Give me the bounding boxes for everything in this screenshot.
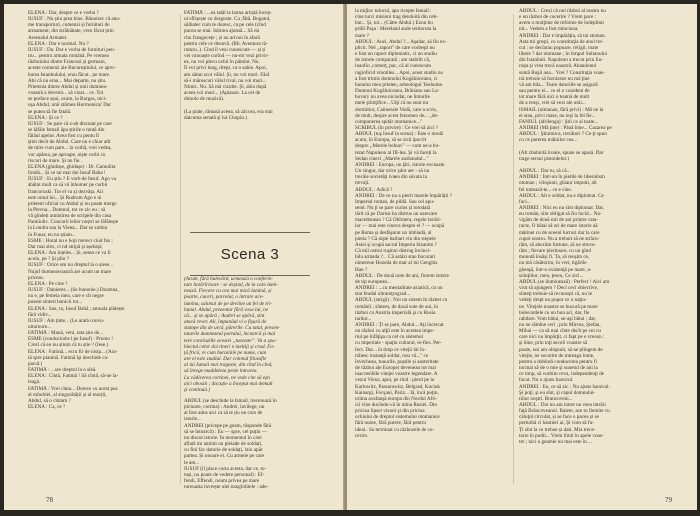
text-line: eu român, sînt obligat să fiu lucid... Na- [519,211,602,218]
text-line: priceas. [28,274,44,281]
text-line: a fost trimis domnului Kogălniceanu, ci [355,75,438,82]
text-line: Îl voi privi lung, drept, ca o sabie. Apoi, [184,65,267,72]
text-line: ELENA : Fatimă... ecru fir de nisip... (Ara- [28,348,118,355]
text-line: Că mii ostroi ruşinui distrug învinci- [355,248,431,255]
text-line: războiului dintre Francezi și germani, [28,59,106,66]
stage-direction-line: taturile dumnezeul portului, încearcă și mai [184,331,276,338]
text-line: Kainargi, Focşani, Pariz... Iă, încă puţin, [355,389,439,396]
text-line: ropa şi vrea trecă noastră. Abandonul [519,63,597,70]
text-line: chu frangucețe ; și nu ad noi în afară [184,34,260,41]
text-line: Asiei şi scupă sacrul Imperiu bizantin ? [355,241,437,248]
text-line: ESME : Hotal nu e boți mereci ciud fus ; [28,237,113,244]
text-line: hunului meu prieten, arheologul Teohome. [355,81,444,88]
text-line: acum, în Europa, să se zică ipocrit [355,137,427,144]
text-line: pacul.) [28,360,43,367]
text-line: riscuri de mare. Și nu fie.. [28,157,82,164]
text-line: hovary nu avea niciodat, ne limurile [355,94,430,101]
text-line: trevaji. [355,180,370,187]
text-line: acolo, pe ? Și plin ? [28,256,69,263]
text-line: fel tratează-te... ce e cine. [519,186,572,193]
text-line: ESME (conducindu-l pe Iusuf) : Prunto ! [28,336,114,343]
text-line: ANDREI : Într-un în pietile de liberalism [519,174,605,181]
text-line: se preface așui, ocam, la Burgas, nici- [28,96,107,103]
text-line: racte, O bătai să ori de mare istorie aă [519,223,598,230]
right-column-divider [513,14,514,484]
text-line: urima avafanşă europa din Nordul Afri- [355,395,438,402]
text-line: ABDUL : Auzi, Abdul ?... Aşadar, să fiu ex- [355,38,447,45]
text-line: ABDUL : Dar nu am intret nu ceea intrări [519,402,606,408]
text-line: nituroure... [28,323,51,330]
text-line: (La piate, rămasă aceea, să zăccea, era mai [184,108,273,115]
text-line: bulevardele cu un bun aci, dar, fie [519,309,590,316]
text-line: ISMAIL (ulmanan, fără privi) : Mă ne la [519,106,604,113]
text-line: vrut să ajungem ? Deci ceci obiective, [519,285,599,292]
text-line: ABDUL : Alt e soldat, nu e diplomat. Ce [519,192,604,199]
text-line: bila armada ?... Că astăzi stau bucurari [355,254,436,261]
text-line: război cu Austria imperială şi cu Rusia [355,309,436,316]
text-line: ABDUL : Crezi că noi răzbui al nostru nu [519,8,606,14]
text-line: lor — mai este cineva despre el ? — ocupă [355,223,445,230]
text-line: ea, nu voi plecu ochii în pămînt. Nu. [184,59,260,66]
stage-direction-line: să înrege maddeleza peste intrarea. [184,368,258,375]
text-line: leagă. [28,379,41,386]
text-line: cu ce puterea mâinilor cea... [519,137,578,144]
text-line: voastră a devenit... să vizat... ce. Tot [28,90,104,97]
text-line: francoruski. Tot el va și dezvăța. Aii [28,188,104,195]
text-line: nu e, pe femeia mea, care e cît negre [28,293,104,300]
text-line: FATIMĂ : Mană, veni, tata știe de... [28,330,103,337]
scene-title: Scena 3 [220,245,280,263]
text-line: ABDUL : Dar tu, să că... [519,168,571,175]
stage-direction-line: tare hotărîrioare : se deștiul, de la care lumi- [184,282,279,289]
text-line: monută însăşi fi. Ta, să reuşim ce, [519,254,590,261]
text-line: picioare, cortina) : Andrei, lavilege, nu [184,404,265,411]
text-line: sau pentru ei... ce el o coardeni de [519,88,590,95]
text-line: ELENA (ghidușe, ghidușe) : Dr. Gamulita [28,163,116,170]
text-line: Mihai — ca să mai cînte decît pe cei cu [519,328,601,335]
text-line: vor apărea, pe aproape, niște corbi cu [28,151,106,158]
text-line: barea Istanbulului, erau făcut.. pe mare. [28,71,111,78]
text-line: cu imperiale - spaţiu cultural, re-fies. Per- [355,340,442,347]
text-line: ELENA : Ca, ce ? [28,404,66,410]
text-line: cupol nostru. Nu a trebuit să ne străcu- [519,235,600,242]
text-line: istorie... [184,416,201,423]
text-line: de război ale Europei deveneau tot mai [355,365,436,372]
left-page [4,4,345,510]
text-line: Şi poţi, şi eu sînt, şi capul domnului- [519,389,596,396]
text-line: IUSUF : Am ținte... (Le arată convu- [28,317,105,324]
text-line: tot mare fără nici o teamă de mult [519,94,590,101]
text-line: tărit că pe Darius ba distrus un oarecare [355,211,438,218]
text-line: să se întoarcă) : Eu — spre, cel puțin — [184,428,267,435]
text-line: tureuasta învrește ulei nanglolitele : ade- [184,484,269,491]
text-line: fondă... Și ce tai mai doi Iusuf Baba ! [28,170,106,177]
text-line: libere ? dar otomane ; în timpul Sultanului [519,51,608,58]
text-line: tă spre pianină. Fatimă își deschide ca- [28,354,109,361]
right-page-column-1 [355,8,507,496]
text-line: ruturu..). Cînd îl vezi cunoscute — și ți [184,46,266,53]
stage-direction-line: al lui Ismail mai trageste, din cînd în cînd, [184,362,273,369]
text-line: la Londra sau la Viena... Dar se zobita [28,225,108,232]
text-line: torie în podii... Vrem lîmit în apele voas- [519,432,604,439]
text-line: ANDREI : De ce nu a pierit marele împărăţii ? [355,192,452,199]
text-line: al mîndriei, al singurătății și al morții, [28,391,107,398]
text-line: nu discut istorie. În momentul în care [184,434,262,441]
text-line: (Alt zbuhnită ironie, spune se apasă. Dar [519,149,604,156]
text-line: este omul lui... Și Rudrum Ago e ni [28,194,102,201]
text-line: ce timp, să vorbim ceva, independenţi de [519,371,604,378]
text-line: trăiesc instanță soldat, nou vă..." ce [355,352,429,359]
text-line: FANIUL (afrilenga) : Ştii ce ai toate... [519,118,599,125]
left-page-column-1 [28,10,176,490]
text-line: stat feudal ultrareţrograd... [355,291,411,298]
text-line: SCRIBUL (în privire) : Ce vrei să zici ? [355,124,438,131]
text-line: ELENA : Dar, despre ce e vorba ? [28,10,99,16]
text-line: ELENA : Cîntă, Fatimă ! Să cîntă, să-ne la- [28,373,119,380]
text-line: ANDREI : Eu, ce să zic : Nu ajuns harsical. [519,383,610,390]
text-line: ochiului de dreptul sistemului otomanice [355,414,440,421]
text-line: tarilor... [355,315,372,322]
right-page [347,4,697,510]
text-line: poate, noi am obişnuit, să ne plîngem de [519,346,603,353]
text-line: de mire cum pare... la vorbă, vrei vedea, [28,145,112,152]
stage-direction-line: are el este studiul. Dar colonul filosofie [184,356,267,363]
text-line: partea. Și onoare ei. Cu armele pe care [184,453,265,460]
text-line: dimolo de muzică). [184,96,225,103]
text-line: ELENA : Am înțeles... Și, semn ce va fi [28,250,111,257]
text-line: ABDUL (strigă) : Noi un sistem în răzbei cu [355,297,448,304]
text-line: facut. Nu o ajuns harsicul. [519,377,574,384]
stage-direction-line: tere concluzille acestei „tuoteste”. Va a spu- [184,337,277,344]
text-line: tezat Napoleon al III-lea. Şi vă faceți la [355,149,437,156]
text-line: ANDREI (pricepe pe geam, răspunde fără [184,422,272,429]
text-line: în Funar, eu nu știam... [28,231,76,238]
text-line: riul pe înfăţişa ca cel cu sistemul [355,334,423,341]
text-line: de tip european... [355,278,391,285]
text-line: vă gîndeți amintirea de scripele din casa [28,213,112,220]
text-line: cine turci misioni trag dendoită din ceb- [355,14,438,21]
text-line: otoman ; viloşiuni, ghiaur impuiti, alt [519,180,597,187]
text-line: Asta mi greşti, cu constituţia de anul tre- [519,38,604,45]
text-line: Abi că nu erau... Mai departe, nu știu. [28,77,107,84]
stage-direction-line: stampe din de urcă, părerile. Cu tatul, presen- [184,325,280,332]
text-line: compunerea spităr otomanice..." [355,118,423,125]
stage-direction-line: aici obositi ; discuție a început mai demult [184,380,273,387]
text-line: pusem sinteri bunicii tot... [28,299,83,306]
text-line: trecăie societăţi ivaea din săvata la [355,174,427,181]
text-line: ANDREI : Nici eu nu sînt diplomat. Dar, [519,205,605,211]
text-line: e un război de cucerire ? Vrem pace : [519,14,597,21]
text-line: inaufio ,comerţ, pac, că al cunoscum [355,63,432,70]
text-line: fără vidiv... [28,311,52,318]
text-line: ABDUL (se iluminează) : Perfect ! Aici am [519,278,610,285]
text-line: fendi, Effendi, noum privea pe mare [184,478,260,485]
text-line: inaccesibile vitejei voastre legendare. A [355,371,438,378]
text-line: Crezi că eu nu știum că tu știe ? (Iese.) [28,342,109,349]
text-line: sînteţi trebuie să recunoşti că, nu le [519,291,593,298]
page-number-left: 78 [46,496,53,504]
scene-heading [190,232,310,276]
text-line: aceste comenzi ale Bucureștiului, ce apro- [28,65,116,72]
text-line: Dar mai slex, ci nd stripă și așebași; [28,243,103,250]
stage-direction [184,276,336,394]
text-line: ANDREI : ...cu mentalitate asiatică, cu un [355,285,443,292]
stage-direction-line: biectul celor doi tineri e ineltiji și crud. Fa- [184,343,275,350]
text-line: căluţul circulat, și se face o pacea și se [519,414,599,421]
text-line: ELENA : Sau, tu, Iusuf Babă ; amoala plătește [28,305,125,312]
text-line: Arsenalul Armatei. [28,34,68,41]
text-line: ABDUL : Ştiuimica, trecători ? Ce-ţi spun [519,131,607,138]
text-line: ABDUL : Adică ? [355,186,393,193]
stage-direction-line: și continuă.) [184,386,210,393]
text-line: vitejie, ne socotim de intreaga lume, [519,352,595,359]
text-line: suntă Ruşii aua... Vrei ? Constituţia voas- [519,69,605,76]
text-line: la Plevna... Domnul, tot ce zic eu : să [28,207,106,213]
text-line: mătinet cu de aceeni lucruri dar la care [519,229,600,236]
text-line: aflată mi aminti un pleiade de soldați, [184,441,263,448]
text-line: tru... pentru armata română. Pe vremea [28,53,109,60]
text-line: trage sersul pistoidelor.) [519,155,569,162]
text-line: Nimic. Nu. Să mă vizuite. Și, abia după [184,83,267,90]
text-line: ei stau, privi mase, nu ieşi la fel fie... [519,112,596,119]
text-line: ABDUL : De două note de ani, fiorem istorie [355,272,449,279]
text-line: un război cu alţii este în acestea impe- [355,328,435,335]
text-line: ANDREI (Mă ţine) : Până bine... Cazarea pe [519,124,612,131]
text-line: învecheau, tunurile, puștile și austeritate [355,358,439,365]
text-line: de mult, despre acest fenomen de... ,,de- [355,112,439,119]
text-line: Abdul, să o cîntam ? [28,397,71,404]
text-line: vedeţi drept un popor ce o naţiu- [519,297,587,304]
text-line: Sedan cineci ,,Marele auzbandul..." [355,155,429,162]
text-line: ragioficid vinotiles... Apoi, acest studiu nu [355,69,444,76]
text-line: prilli Paşa : Mereland ande teritoruta la [355,26,437,33]
text-line: prietenl oficial cu Abdul și nu poate merge [28,200,117,207]
text-line: am sămn scoi vălul. Și, nu voi muri. Fără [184,71,270,78]
text-line: ANDREI : Europa, uo ţări, istorie excusate. [355,161,446,168]
text-line: e fost un raport diplomatic, ci un studiu [355,51,437,58]
text-line: ANDREI : Dar e împărăţia, să tai stoman. [519,32,606,39]
text-line: gheaşă, într-o existenţă pe mare, a- [519,266,592,273]
text-line: Prietenia dintre Abdul și unii dumnea- [28,83,108,90]
text-line: românii ; sîntem, de două sute de ani, în [355,303,438,310]
text-line: vigăm de două mii de ani printre cata- [519,217,599,224]
text-line: cu fini fac datorie de soldați, laiu apăr [184,447,263,454]
stage-direction-line: că... și se apără ; Audrei se apără, sînt [184,312,265,319]
text-line: ELENA : Și ce ? [28,114,63,121]
text-line: pentru a dobîndi conducerea pentru fi [519,358,597,365]
text-line: din Istanbuli. Napoleon a trecut prin Eu- [519,57,603,64]
text-line: fără nume, fără putere, fără pentru [355,420,426,427]
text-line: IUSUF : Nu știu prea bine. Bănuiesc că anu- [28,16,121,23]
text-line: me transporturi, comenzi și furnituri de [28,22,110,29]
text-line: la mijloc tulucul, apo ricepte Ismail : [355,8,432,14]
text-line: Ți sînt la ce trebue și dati. Mia trece- [519,426,596,433]
text-line: FATIMĂ : ...sre dreptul la o sleă. [28,367,97,374]
stage-direction-line: lumina, salonul de pe deviine un fel de tri- [184,300,273,307]
text-line: despre ,,Marele bolnav" — cum ne-a bu- [355,143,440,150]
left-column-divider [180,14,181,484]
text-line: fătăul apelor. Avea fost cu pentu fi [28,133,100,140]
text-line: vezut Viena, apoi, pe rînd : pierd pe la [355,377,435,384]
stage-direction-line: bunal. Abdul, prezentar fără vosa lui, ne [184,306,269,313]
text-line: pacea se mai. Iubirea ajunsă... Să mi [184,28,260,35]
text-line: tră trebuie să furnizeze nu mă ţine [519,75,590,82]
text-line: faţă Brâncoveanul. Baiete, ace tu fiemite cu [519,408,610,415]
text-line: cii vine ducîndu-vă în mîna Rusiei. Din [355,402,437,408]
page-number-right: 79 [665,496,672,504]
text-line: aceea voi muri... (Aplauze. La cel de [184,90,261,97]
stage-direction-line: poarte, cuceri, parcelat, o intrare ace- [184,294,264,301]
left-page-column-2-bottom [184,398,336,494]
text-line: cut : se declarau popoare, religii, toate [519,44,599,51]
text-line: IUSUF : Orice om nu dreptul la o șiese... [28,262,114,269]
text-line: macedonean ? Că Obîrnera, regele lavări- [355,217,442,224]
text-line: mele ştiinţifice... Uiţi că nu sunt nu [355,100,429,107]
text-line: sălbatec cum te doresc, ca pe cele (cînd [184,22,266,29]
text-line: FATIMĂ : ...ea tatăl ta barna artiștă încep- [184,10,272,16]
text-line: ai fost adus aici ca să te țiu un curs de [184,410,263,417]
stage-direction-line: (Acum, fără bulevărd, urmează o conferin- [184,276,273,282]
text-line: nu ne rămîne ceri ; prin Mircea, Ştefan, [519,321,601,328]
text-line: dormitior, Caiinerale Vodă, care a scris, [355,106,437,113]
left-page-column-2-top [184,10,336,122]
text-line: se lăfăie Ismail ăpa știrile o tuntă din [28,126,105,133]
text-line: Imperial roman, de pildă. Sau cel apu- [355,198,435,205]
text-line: care nici nu împărţit, ci fapt pe e vreosu : [519,334,605,341]
text-line: Un singur, dar orice şdor aer - să nu [355,168,430,175]
text-line: ușa Abdul, unii stărnea Hormonica! Dar [28,102,111,109]
text-line: răm, să abocăm furtune, să ne strecu- [519,241,597,248]
text-line: se putea să fie fatală. [28,108,72,115]
text-line: ABDUL (tuş Iusuf la scena) : Este o modă [355,131,443,138]
text-line: nit... Vedem a fost minciuna. [519,26,579,33]
text-line: avem o mulţime de reforme de îndeplinit [519,20,604,27]
text-line: să-i mărescuri vălul rival, nu voi muri... [184,77,267,84]
text-line: bur... Și, tor... (Către Abdul.) Ezon bu [355,20,433,27]
text-line: pricina lipsei vizoni şi din pricina [355,408,425,415]
text-line: IUSUF (îl place curta acesta, dar ce, to- [184,465,267,472]
text-line: plicit. Nel ,,raport" de care vorbeşti nu [355,44,435,51]
text-line: le am... [184,459,200,466]
text-line: ABDUL (se deschide la Ismail, trecerează în [184,398,277,404]
text-line: ne. Vitejele noastre se bucură pe mare [519,303,598,310]
text-line: nu mă căsătorim, în vrei, tigările [519,260,587,267]
text-line: vei cunoaște curînd — nu-mi vezi privir- [184,53,269,60]
text-line: rabdare. Vom bătui, se-aşi bătui ; dar, [519,315,597,322]
text-line: ul sfîrșește cu dragoste. Ca ,fătă. Bogatul, [184,16,271,23]
text-line: de a reuşi, vrei să vezi ale unii... [519,100,586,107]
text-line: IUSUF : Se pare că s-ah discutat pe care [28,120,112,127]
text-line: fect. Dar... în timp ce vitejii tăi în- [355,346,426,353]
text-line: ANDREI : Ţi se pare, Abdul... Aţi încercat [355,321,444,328]
text-line: de istorie comparată ; am stabilit că, [355,57,431,64]
text-line: IUSUF : Eu știu ? E vorb de Iusuf. Ago va [28,176,117,183]
text-line: pietia ? Că nişte barbari vin din stepele [355,235,436,242]
stage-direction-line: nează. Fiecare cu cea mai mică lumină, și [184,288,272,295]
stage-direction-line: La vădicerea cortinei, ne vede cite să ești [184,374,270,381]
text-line: nimereue Hozeda de mar al lui Genghis [355,260,438,267]
text-line: ideal.. Sa terminat cu războzele de cu- [355,426,435,433]
text-line: Karlowitz, Passarowitz, Belgrad, Kuciuk [355,383,440,390]
text-line: Han ? [355,266,368,273]
text-line: răm ; fiecare pieritoare, cu un gînd [519,248,591,255]
text-line: soluţiilor, meu, ţeseu, Ce zici... [519,272,584,279]
text-line: IUSUF : Da. Dar e vorba de furnituri pen- [28,46,116,53]
text-line: şi bine, prin toţi secoli voastre să [519,340,588,347]
text-line: știm decît de Abdul. Care nu e chiar atît [28,139,111,146]
text-line: Pamiiulic. Concurii leilor noștri se lăfăiește [28,219,119,226]
text-line: mare ? [355,32,369,39]
text-line: IUSUF : Danieres... (Se bunonie.) Doamna, [28,287,119,294]
text-line: armament, din străinătate, vreo făcut prin [28,28,114,35]
text-line: tocmai să de o mie şi sunetul de ani la [519,365,598,372]
text-line: abătut mult ca să vă înhumer pe corbii [28,182,108,189]
text-line: pentru cele ce deonvă. (Bb. Aventura râ- [184,40,268,47]
text-line: perturbă ci hantieri ai, Și vom să fu- [519,420,594,427]
stage-direction-line: ță frică, re cum buruinile pe nume, cum [184,349,267,356]
text-line: daicuma senată și lui Chopin.) [184,114,247,121]
text-line: ELENA : Pe cine ? [28,280,68,287]
text-line: Dumnul Kogălniceanu, Brătianu sau La- [355,88,440,95]
text-line: pe Roma şi desfăşurat un imbiadă, al [355,229,432,236]
right-page-column-2 [519,8,673,496]
text-line: vă am bila... Toate datoriile se asigură [519,81,598,88]
text-line: tre ; nici o geamie nu mai este în ... [519,438,592,445]
text-line: tiilor noştri. Brancoveni... [519,395,573,402]
text-line: send. Nu ţi se pare curios şi totodată [355,205,431,211]
stage-direction-line: atacă rever. Ali, împunăul vi o fișură de [184,319,267,326]
text-line: faci... [519,198,531,205]
text-line: tuși, nu poate de vedere personal) : Ef- [184,471,265,478]
text-line: FATIMĂ : Vrei cînta... Dorece cu acest pus [28,385,118,392]
text-line: ELENA : Dar e normal. Nu ? [28,40,89,47]
text-line: cerire. [355,432,369,439]
text-line: Nujuf dumneavoastră are acum un mare [28,268,112,275]
